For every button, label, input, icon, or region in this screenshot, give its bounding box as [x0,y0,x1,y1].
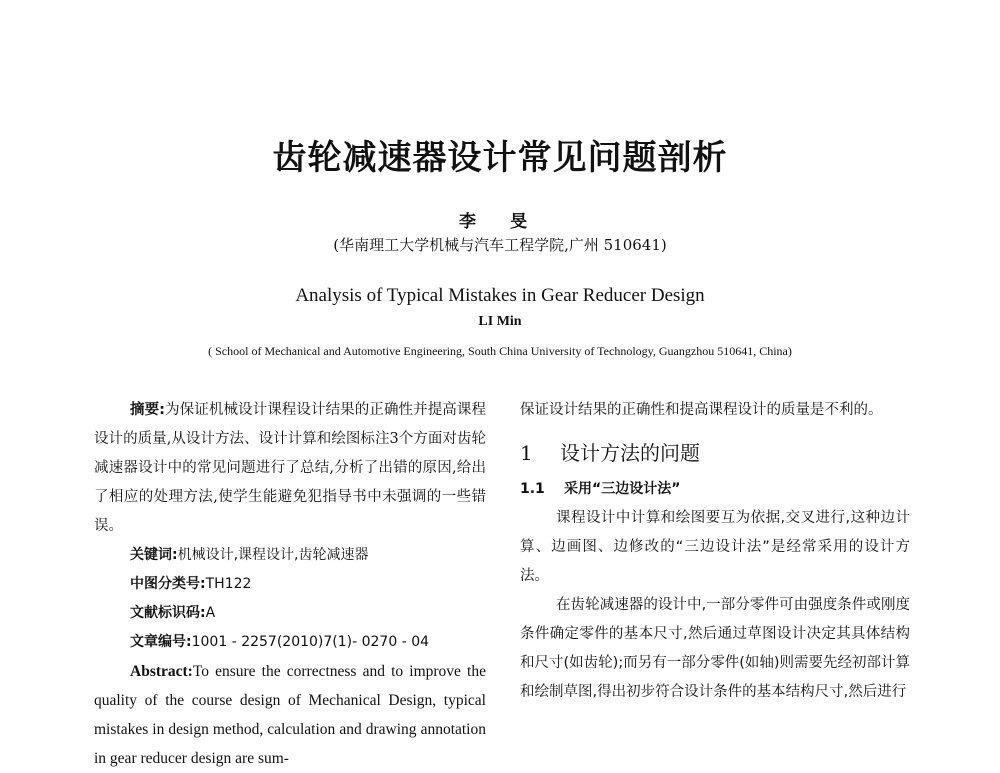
author-affiliation: (华南理工大学机械与汽车工程学院,广州 510641) [333,236,667,254]
english-affiliation: ( School of Mechanical and Automotive Engineering, South China University of Technology, Guangzhou 510641, China) [208,344,792,358]
left-column [94,396,486,773]
section-1-heading [520,439,910,467]
section-1-1-heading [520,475,910,504]
english-title: Analysis of Typical Mistakes in Gear Reducer Design [295,285,705,306]
body-paragraph-2: 在齿轮减速器的设计中,一部分零件可由强度条件或刚度条件确定零件的基本尺寸,然后通过草图设计决定其具体结构和尺寸(如齿轮);而另有一部分零件(如轴)则需要先经初部计算和绘制草图,得出初步符合设计条件的基本结构尺寸,然后进行 [520,597,911,700]
body-paragraph-1: 课程设计中计算和绘图要互为依据,交叉进行,这种边计算、边画图、边修改的“三边设计法”是经常采用的设计方法。 [520,510,910,584]
doc-code-value: A [205,605,216,621]
right-column [520,396,910,707]
section-1-number: 1 [520,441,533,465]
section-1-title: 设计方法的问题 [560,441,700,465]
article-no-line [94,628,486,657]
continuation-paragraph: 保证设计结果的正确性和提高课程设计的质量是不利的。 [520,402,883,418]
doc-code-label: 文献标识码: [130,605,206,621]
keywords-label: 关键词: [130,547,178,563]
keywords-line [94,541,486,570]
clc-line [94,570,486,599]
abstract-text: 为保证机械设计课程设计结果的正确性并提高课程设计的质量,从设计方法、设计计算和绘图标注3个方面对齿轮减速器设计中的常见问题进行了总结,分析了出错的原因,给出了相应的处理方法,使学生能避免犯指导书中未强调的一些错误。 [94,402,486,534]
keywords-value: 机械设计,课程设计,齿轮减速器 [177,547,369,563]
english-author: LI Min [478,314,522,329]
abstract-label: 摘要: [130,402,165,418]
abstract-paragraph [94,396,486,541]
section-1-1-number: 1.1 [520,481,545,497]
author-name: 李 旻 [459,212,541,232]
section-1-1-title: 采用“三边设计法” [564,481,681,497]
article-no-value: 1001 - 2257(2010)7(1)- 0270 - 04 [191,634,430,650]
english-abstract-paragraph [94,657,486,773]
doc-code-line [94,599,486,628]
clc-value: TH122 [205,576,252,592]
english-abstract-text: To ensure the correctness and to improve the quality of the course design of Mechanical Design, typical mistakes in design method, calculation and drawing annotation in gear reducer design are sum- [94,663,486,767]
english-abstract-label: Abstract: [130,663,193,680]
clc-label: 中图分类号: [130,576,206,592]
article-no-label: 文章编号: [130,634,192,650]
paper-title: 齿轮减速器设计常见问题剖析 [272,138,728,178]
